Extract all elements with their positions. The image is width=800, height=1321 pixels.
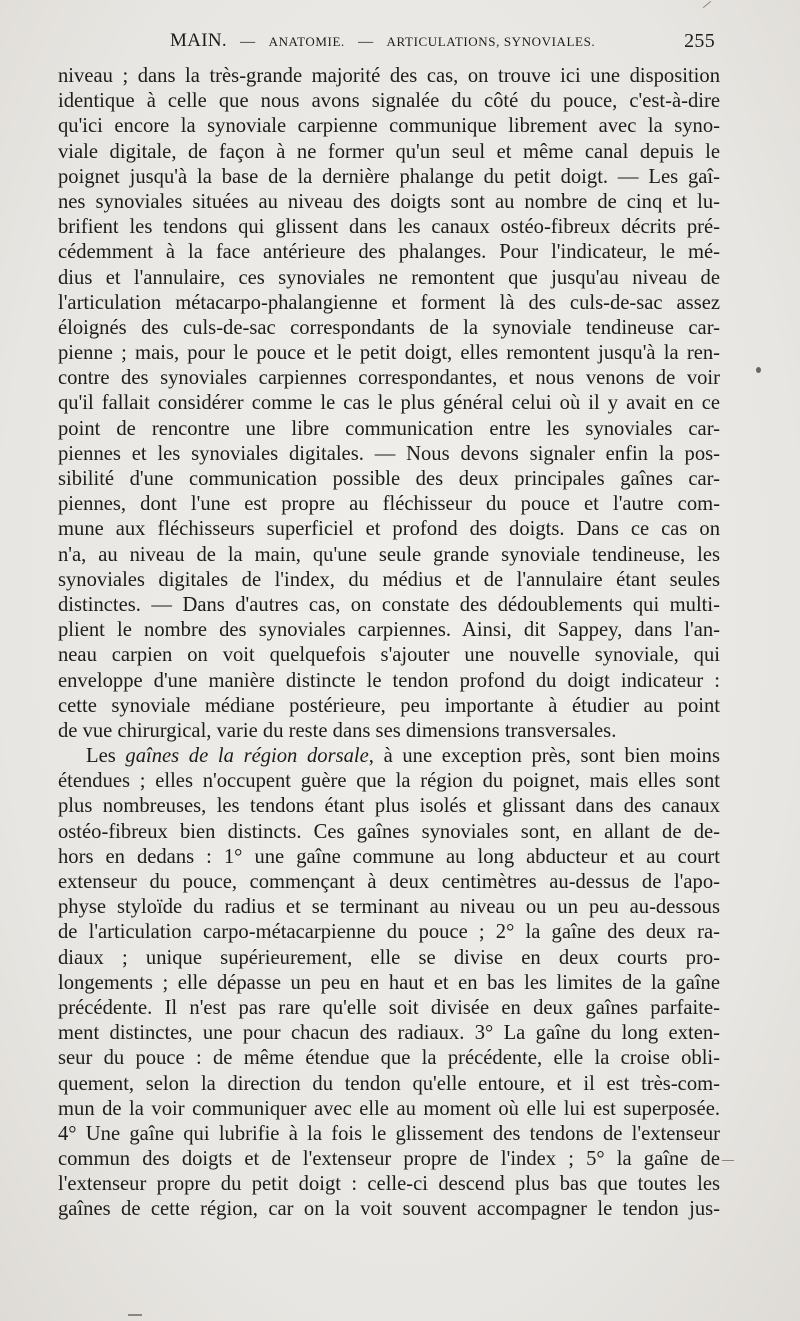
text-line: n'a, au niveau de la main, qu'une seule grande synoviale tendineuse, les [58,543,720,566]
title-separator: — [240,34,256,50]
text-line: piennes et les synoviales digitales. — Nous devons signaler enfin la pos- [58,442,720,465]
text-line: ment distinctes, une pour chacun des radiaux. 3° La gaîne du long exten- [58,1022,720,1045]
ink-speck [128,1314,142,1316]
text-line: piennes, dont l'une est propre au fléchisseur du pouce et l'autre com- [58,493,720,516]
text-line: 4° Une gaîne qui lubrifie à la fois le glissement des tendons de l'extenseur [58,1122,720,1145]
text-line: enveloppe d'une manière distincte le tendon profond du doigt indicateur : [58,669,720,692]
text-line: commun des doigts et de l'extenseur propre de l'index ; 5° la gaîne de [58,1148,720,1171]
text-line: sibilité d'une communication possible des deux principales gaînes car- [58,468,720,490]
text-line: physe styloïde du radius et se terminant au niveau ou un peu au-dessous [58,896,720,919]
text-line: diaux ; unique supérieurement, elle se divise en deux courts pro- [58,946,720,969]
text-line: ostéo-fibreux bien distincts. Ces gaînes synoviales sont, en allant de de- [58,820,720,843]
subsection-title: ARTICULATIONS, SYNOVIALES. [386,34,596,49]
text-line: mun de la voir communiquer avec elle au moment où elle lui est superposée. [58,1097,720,1120]
text-line: contre des synoviales carpiennes correspondantes, et nous venons de voir [58,367,720,390]
italic-term: gaînes de la région dorsale [125,745,369,768]
text-line: distinctes. — Dans d'autres cas, on constate des dédoublements qui multi- [58,593,720,616]
text-line: pienne ; mais, pour le pouce et le petit doigt, elles remontent jusqu'à la ren- [58,342,720,365]
text-line: nes synoviales situées au niveau des doigts sont au nombre de cinq et lu- [58,190,720,213]
text-line: viale digitale, de façon à ne former qu'un seul et même canal depuis le [58,140,720,163]
ink-speck [722,1160,734,1161]
ink-speck [703,1,711,8]
text-line: neau carpien on voit quelquefois s'ajouter une nouvelle synoviale, qui [58,644,720,667]
text-line: seur du pouce : de même étendue que la précédente, elle la croise obli- [58,1047,720,1070]
text-line: quement, selon la direction du tendon qu'elle entoure, et il est très-com- [58,1072,720,1095]
text-line: dius et l'annulaire, ces synoviales ne remontent que jusqu'au niveau de [58,266,720,289]
chapter-title: MAIN. [170,30,227,51]
text-line: qu'il fallait considérer comme le cas le plus général celui où il y avait en ce [58,392,720,415]
text-line: plus nombreuses, les tendons étant plus isolés et glissant dans des canaux [58,795,720,818]
text-line: longements ; elle dépasse un peu en haut et en bas les limites de la gaîne [58,971,720,994]
text-line: brifient les tendons qui glissent dans les canaux ostéo-fibreux décrits pré- [58,216,720,239]
text-line: synoviales digitales de l'index, du médius et de l'annulaire étant seules [58,568,720,591]
text-line: cette synoviale médiane postérieure, peu importante à étudier au point [58,694,720,717]
running-head [58,30,715,54]
text-line: étendues ; elles n'occupent guère que la région du poignet, mais elles sont [58,770,720,793]
text-line: mune aux fléchisseurs superficiel et profond des doigts. Dans ce cas on [58,518,720,541]
text-line: point de rencontre une libre communication entre les synoviales car- [58,417,720,440]
text-line: l'articulation métacarpo-phalangienne et forment là des culs-de-sac assez [58,291,720,314]
paragraph-opening-line: Les gaînes de la région dorsale, à une exception près, sont bien moins [86,745,720,768]
text-line: identique à celle que nous avons signalée du côté du pouce, c'est-à-dire [58,90,720,113]
section-title: ANATOMIE. [268,34,345,49]
page-number: 255 [684,30,715,52]
text-line: gaînes de cette région, car on la voit souvent accompagner le tendon jus- [58,1198,720,1221]
body-text [58,64,720,1223]
text-line: de vue chirurgical, varie du reste dans ses dimensions transversales. [58,719,617,742]
text-line: qu'ici encore la synoviale carpienne communique librement avec la syno- [58,115,720,138]
ink-speck [756,367,761,373]
text-line: plient le nombre des synoviales carpiennes. Ainsi, dit Sappey, dans l'an- [58,619,720,642]
text-line: précédente. Il n'est pas rare qu'elle soit divisée en deux gaînes parfaite- [58,996,720,1019]
text-line: cédemment à la face antérieure des phalanges. Pour l'indicateur, le mé- [58,241,720,264]
paragraph-1 [58,64,720,744]
paragraph-2 [58,744,720,1223]
text-line: extenseur du pouce, commençant à deux centimètres au-dessus de l'apo- [58,871,720,893]
text-line: hors en dedans : 1° une gaîne commune au long abducteur et au court [58,845,720,868]
text-line: poignet jusqu'à la base de la dernière phalange du petit doigt. — Les gaî- [58,165,720,188]
text-line: de l'articulation carpo-métacarpienne du pouce ; 2° la gaîne des deux ra- [58,921,720,944]
text-line: l'extenseur propre du petit doigt : celle-ci descend plus bas que toutes les [58,1173,720,1196]
title-separator: — [358,34,374,50]
text-line: niveau ; dans la très-grande majorité des cas, on trouve ici une disposition [58,65,720,87]
running-title [170,30,595,52]
text-line: éloignés des culs-de-sac correspondants de la synoviale tendineuse car- [58,316,720,339]
